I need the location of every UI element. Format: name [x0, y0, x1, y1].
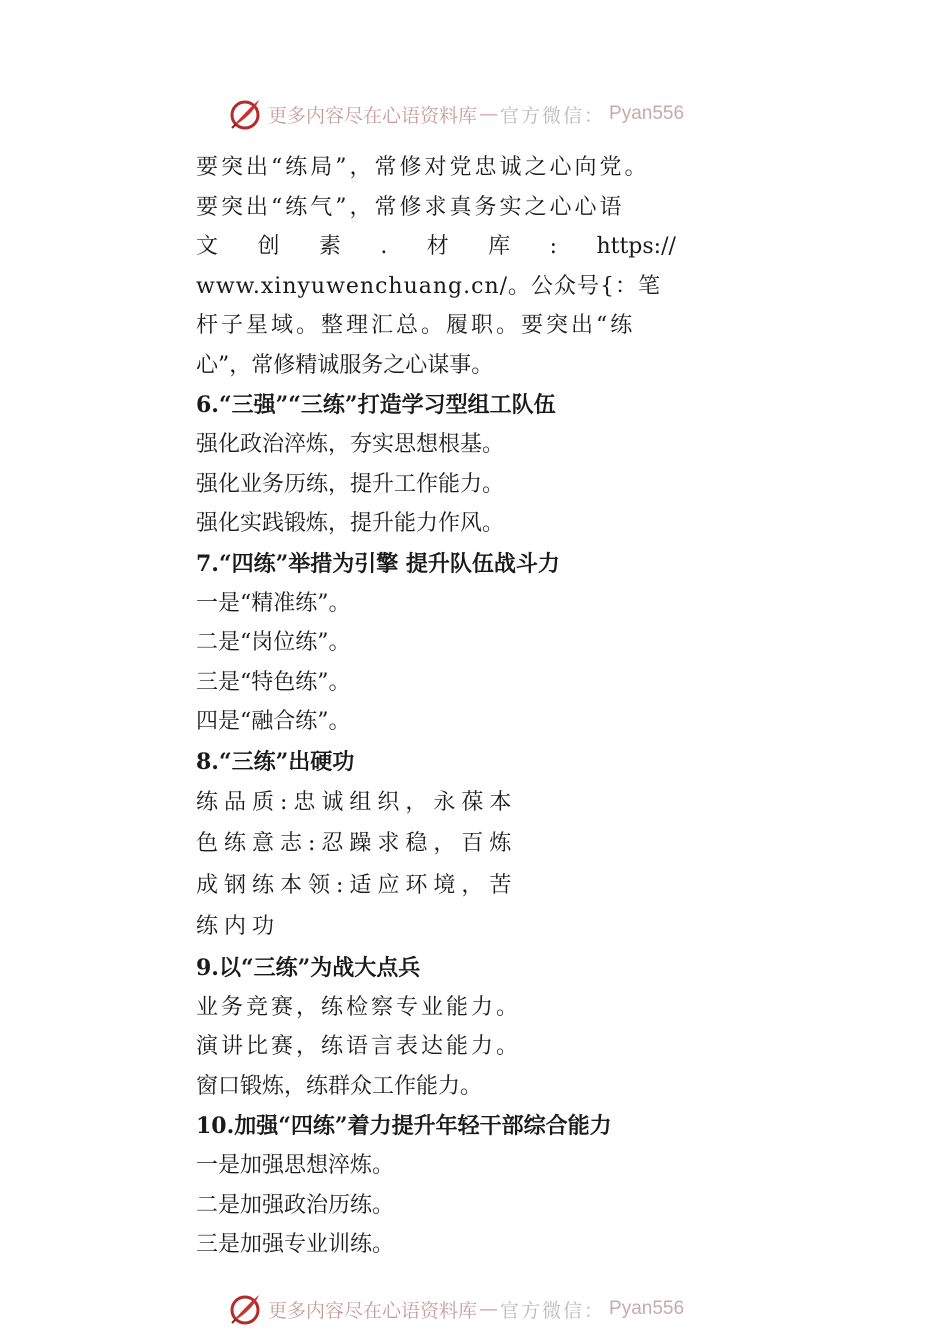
watermark-brand: 更多内容尽在心语资料库 [268, 104, 478, 127]
intro-line: 要突出“练局”，常修对党忠诚之心向党。 [196, 155, 650, 180]
intro-line: 心”，常修精诚服务之心谋事。 [196, 352, 494, 378]
section-8-item: 成钢练本领:适应环境，苦 [196, 872, 518, 898]
section-10-heading: 10.加强“四练”着力提升年轻干部综合能力 [196, 1113, 612, 1139]
section-10-item: 一是加强思想淬炼。 [196, 1153, 395, 1178]
section-8-item: 练内功 [196, 914, 281, 939]
intro-char: . [380, 234, 388, 259]
section-9-item: 演讲比赛，练语言表达能力。 [196, 1034, 522, 1059]
section-8-item: 色练意志:忍躁求稳，百炼 [196, 831, 518, 856]
section-6-item: 强化业务历练，提升工作能力。 [196, 471, 505, 497]
watermark-brand: 更多内容尽在心语资料库 [268, 1299, 478, 1322]
section-10-item: 二是加强政治历练。 [196, 1192, 395, 1218]
section-6-item: 强化政治淬炼，夯实思想根基。 [196, 432, 505, 457]
watermark-wechat-id: Pyan556 [609, 1298, 685, 1319]
section-8-item: 练品质:忠诚组织，永葆本 [196, 789, 518, 815]
intro-char: 库 [488, 234, 511, 259]
intro-char: 材 [426, 234, 449, 259]
quill-logo-icon [228, 1292, 262, 1326]
intro-line: www.xinyuwenchuang.cn/。公众号{：笔 [196, 273, 662, 299]
section-6-item: 强化实践锻炼，提升能力作风。 [196, 511, 505, 536]
section-10-item: 三是加强专业训练。 [196, 1232, 395, 1257]
intro-line: 杆子星域。整理汇总。履职。要突出“练 [196, 313, 636, 338]
section-9-heading: 9.以“三练”为战大点兵 [196, 954, 421, 981]
intro-url-fragment: https:// [596, 234, 676, 259]
footer-watermark [228, 1291, 684, 1327]
watermark-wechat-id: Pyan556 [609, 103, 685, 124]
intro-char: 文 [196, 234, 219, 259]
header-watermark [228, 96, 684, 132]
section-9-item: 窗口锻炼，练群众工作能力。 [196, 1073, 483, 1099]
intro-char: 创 [257, 234, 280, 259]
section-8-heading: 8.“三练”出硬功 [196, 748, 355, 775]
quill-logo-icon [228, 97, 262, 131]
section-7-heading: 7.“四练”举措为引擎 提升队伍战斗力 [196, 550, 560, 577]
watermark-separator: — [479, 103, 499, 125]
section-9-item: 业务竞赛，练检察专业能力。 [196, 994, 522, 1020]
intro-line: 要突出“练气”，常修求真务实之心心语 [196, 194, 625, 220]
section-7-item: 三是“特色练”。 [196, 669, 351, 695]
section-7-item: 一是“精准练”。 [196, 590, 351, 616]
intro-line-justified [196, 227, 676, 267]
watermark-separator: — [479, 1298, 499, 1320]
watermark-official: 官方微信： [500, 1299, 606, 1322]
section-7-item: 四是“融合练”。 [196, 709, 351, 734]
section-7-item: 二是“岗位练”。 [196, 630, 351, 655]
intro-char: : [549, 234, 558, 259]
section-6-heading: 6.“三强”“三练”打造学习型组工队伍 [196, 392, 556, 418]
document-body [196, 148, 676, 1265]
watermark-official: 官方微信： [500, 104, 606, 127]
intro-char: 素 [318, 234, 341, 259]
